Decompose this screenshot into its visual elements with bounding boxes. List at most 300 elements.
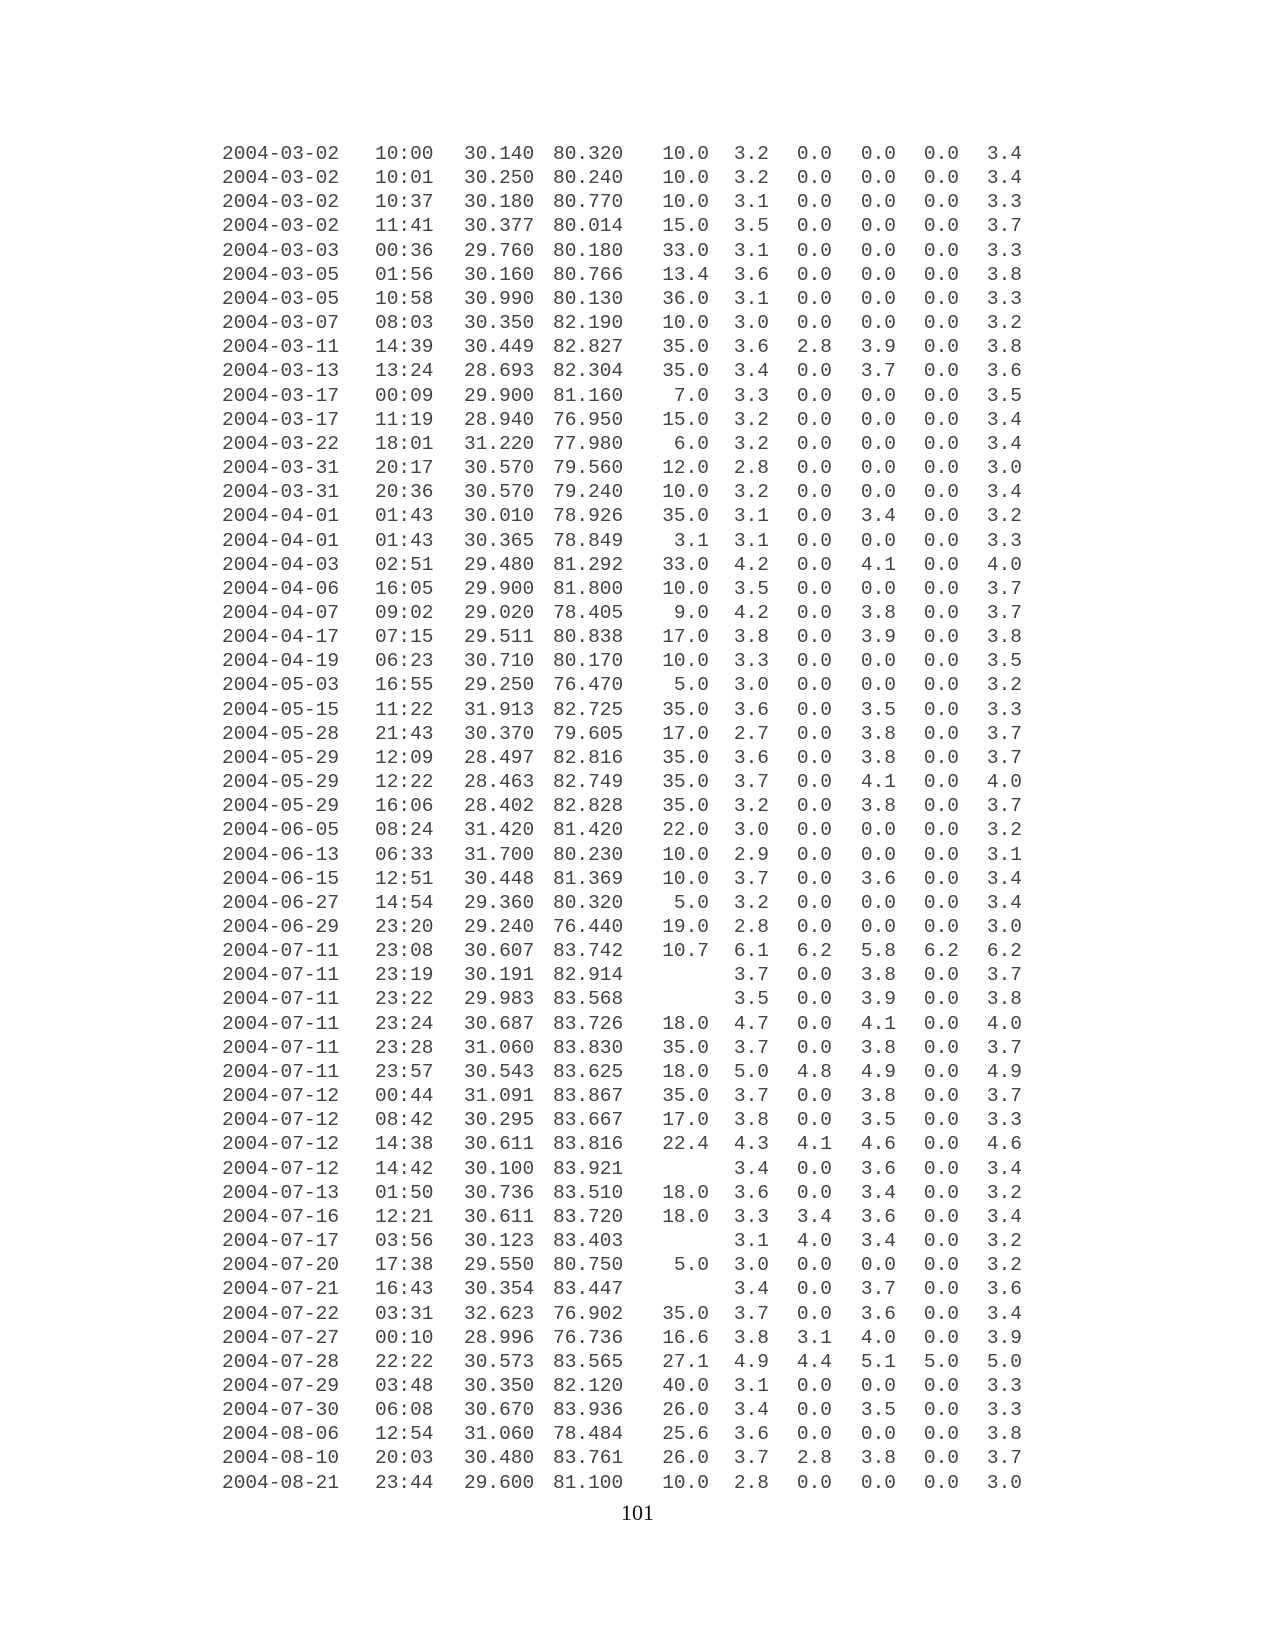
cell-lon: 79.605 xyxy=(553,722,624,745)
cell-depth: 10.0 xyxy=(662,843,709,866)
cell-depth: 35.0 xyxy=(662,698,709,721)
cell-m2: 0.0 xyxy=(796,432,832,455)
cell-m5: 5.0 xyxy=(986,1350,1022,1373)
cell-m5: 3.7 xyxy=(986,1036,1022,1059)
cell-lon: 76.950 xyxy=(553,408,624,431)
cell-lat: 29.240 xyxy=(464,916,535,938)
table-row xyxy=(222,939,1022,963)
cell-m5: 3.8 xyxy=(986,336,1022,359)
cell-date: 2004-03-13 xyxy=(222,360,340,383)
cell-m4: 0.0 xyxy=(923,336,959,359)
cell-m1: 3.0 xyxy=(733,674,769,697)
table-row xyxy=(222,1302,1022,1326)
cell-depth: 3.1 xyxy=(673,529,709,552)
cell-m5: 3.7 xyxy=(986,215,1022,238)
cell-m4: 0.0 xyxy=(923,916,959,938)
cell-lat: 31.060 xyxy=(464,1036,535,1059)
cell-m5: 3.6 xyxy=(986,360,1022,383)
cell-date: 2004-05-29 xyxy=(222,771,340,794)
cell-m5: 3.7 xyxy=(986,1447,1022,1470)
cell-lon: 81.800 xyxy=(553,577,624,600)
cell-lon: 83.816 xyxy=(553,1133,624,1156)
cell-m5: 3.3 xyxy=(986,287,1022,310)
cell-depth: 35.0 xyxy=(662,746,709,769)
table-row xyxy=(222,1084,1022,1108)
cell-m4: 0.0 xyxy=(923,191,959,214)
cell-m5: 6.2 xyxy=(986,940,1022,963)
cell-m2: 2.8 xyxy=(796,1447,832,1470)
cell-depth: 18.0 xyxy=(662,1181,709,1204)
cell-m4: 0.0 xyxy=(923,1278,959,1301)
table-row xyxy=(222,963,1022,987)
cell-m3: 4.6 xyxy=(860,1133,896,1156)
cell-m4: 0.0 xyxy=(923,215,959,238)
cell-time: 00:10 xyxy=(375,1326,434,1349)
cell-depth: 35.0 xyxy=(662,795,709,818)
cell-time: 01:56 xyxy=(375,263,434,286)
cell-m2: 0.0 xyxy=(796,1374,832,1397)
cell-time: 23:28 xyxy=(375,1036,434,1059)
cell-m1: 3.4 xyxy=(733,1278,769,1301)
cell-lon: 83.667 xyxy=(553,1109,624,1132)
table-row xyxy=(222,504,1022,528)
cell-depth xyxy=(639,1157,709,1181)
cell-m3: 0.0 xyxy=(860,650,896,673)
cell-date: 2004-03-02 xyxy=(222,215,340,238)
cell-m1: 3.2 xyxy=(733,167,769,190)
cell-m5: 3.4 xyxy=(986,1157,1022,1180)
cell-lat: 29.480 xyxy=(464,553,535,576)
cell-m4: 0.0 xyxy=(923,674,959,697)
cell-lat: 29.250 xyxy=(464,674,535,697)
cell-lat: 30.543 xyxy=(464,1060,535,1083)
cell-m1: 3.3 xyxy=(733,650,769,673)
cell-m1: 3.4 xyxy=(733,1157,769,1180)
cell-m5: 3.2 xyxy=(986,1181,1022,1204)
cell-lon: 79.560 xyxy=(553,457,624,480)
cell-lat: 30.354 xyxy=(464,1278,535,1301)
cell-m4: 0.0 xyxy=(923,505,959,528)
cell-lon: 82.120 xyxy=(553,1374,624,1397)
cell-m5: 4.0 xyxy=(986,553,1022,576)
cell-lon: 83.625 xyxy=(553,1060,624,1083)
cell-lat: 31.220 xyxy=(464,432,535,455)
cell-m2: 2.8 xyxy=(796,336,832,359)
cell-m5: 3.4 xyxy=(986,143,1022,165)
cell-m1: 4.7 xyxy=(733,1012,769,1035)
cell-m5: 3.3 xyxy=(986,191,1022,214)
cell-m4: 0.0 xyxy=(923,1254,959,1277)
cell-m1: 2.8 xyxy=(733,916,769,938)
cell-m2: 0.0 xyxy=(796,143,832,165)
cell-depth: 10.0 xyxy=(662,167,709,190)
cell-m3: 0.0 xyxy=(860,1254,896,1277)
cell-m1: 3.7 xyxy=(733,1447,769,1470)
cell-depth: 10.0 xyxy=(662,481,709,504)
cell-lat: 30.480 xyxy=(464,1447,535,1470)
cell-depth: 35.0 xyxy=(662,505,709,528)
cell-m1: 3.5 xyxy=(733,988,769,1011)
cell-m3: 4.1 xyxy=(860,771,896,794)
cell-m4: 0.0 xyxy=(923,577,959,600)
cell-m2: 0.0 xyxy=(796,529,832,552)
cell-m1: 3.1 xyxy=(733,505,769,528)
table-row xyxy=(222,1036,1022,1060)
cell-m2: 0.0 xyxy=(796,601,832,624)
cell-depth: 10.0 xyxy=(662,867,709,890)
cell-m4: 5.0 xyxy=(923,1350,959,1373)
cell-date: 2004-04-06 xyxy=(222,577,340,600)
cell-m4: 0.0 xyxy=(923,988,959,1011)
cell-m5: 4.0 xyxy=(986,771,1022,794)
cell-time: 08:24 xyxy=(375,819,434,842)
cell-date: 2004-03-05 xyxy=(222,287,340,310)
cell-m3: 3.4 xyxy=(860,505,896,528)
cell-lat: 30.448 xyxy=(464,867,535,890)
cell-m1: 3.6 xyxy=(733,698,769,721)
cell-lat: 30.191 xyxy=(464,964,535,987)
cell-lon: 77.980 xyxy=(553,432,624,455)
cell-depth xyxy=(639,1229,709,1253)
cell-lat: 30.687 xyxy=(464,1012,535,1035)
table-row xyxy=(222,432,1022,456)
cell-date: 2004-05-03 xyxy=(222,674,340,697)
cell-lon: 82.914 xyxy=(553,964,624,987)
table-row xyxy=(222,190,1022,214)
cell-lon: 81.420 xyxy=(553,819,624,842)
cell-time: 08:42 xyxy=(375,1109,434,1132)
cell-time: 20:03 xyxy=(375,1447,434,1470)
cell-lon: 80.320 xyxy=(553,143,624,165)
cell-depth: 5.0 xyxy=(673,674,709,697)
cell-m5: 3.5 xyxy=(986,384,1022,407)
cell-m3: 3.5 xyxy=(860,1399,896,1422)
cell-lon: 83.921 xyxy=(553,1157,624,1180)
cell-lon: 80.766 xyxy=(553,263,624,286)
cell-depth: 35.0 xyxy=(662,771,709,794)
cell-date: 2004-07-12 xyxy=(222,1133,340,1156)
cell-lon: 83.830 xyxy=(553,1036,624,1059)
cell-m5: 3.6 xyxy=(986,1278,1022,1301)
cell-lon: 82.827 xyxy=(553,336,624,359)
cell-lon: 76.470 xyxy=(553,674,624,697)
cell-date: 2004-07-11 xyxy=(222,1036,340,1059)
cell-m3: 3.9 xyxy=(860,336,896,359)
cell-lat: 29.020 xyxy=(464,601,535,624)
cell-m5: 3.0 xyxy=(986,916,1022,938)
cell-depth: 18.0 xyxy=(662,1060,709,1083)
cell-m4: 0.0 xyxy=(923,1181,959,1204)
cell-m5: 3.4 xyxy=(986,408,1022,431)
cell-date: 2004-03-02 xyxy=(222,191,340,214)
cell-m4: 6.2 xyxy=(923,940,959,963)
cell-lat: 29.550 xyxy=(464,1254,535,1277)
cell-depth: 22.4 xyxy=(662,1133,709,1156)
cell-lat: 30.570 xyxy=(464,481,535,504)
cell-m2: 0.0 xyxy=(796,1109,832,1132)
cell-date: 2004-04-17 xyxy=(222,626,340,649)
table-row xyxy=(222,891,1022,915)
cell-lat: 28.940 xyxy=(464,408,535,431)
cell-depth: 18.0 xyxy=(662,1205,709,1228)
cell-m2: 0.0 xyxy=(796,1012,832,1035)
cell-m4: 0.0 xyxy=(923,167,959,190)
cell-time: 12:51 xyxy=(375,867,434,890)
cell-m5: 3.7 xyxy=(986,746,1022,769)
cell-m3: 0.0 xyxy=(860,191,896,214)
cell-m3: 0.0 xyxy=(860,481,896,504)
cell-m5: 3.1 xyxy=(986,843,1022,866)
cell-m5: 3.2 xyxy=(986,1230,1022,1253)
table-row xyxy=(222,843,1022,867)
cell-m2: 0.0 xyxy=(796,191,832,214)
cell-m3: 3.8 xyxy=(860,1447,896,1470)
cell-date: 2004-03-05 xyxy=(222,263,340,286)
cell-m4: 0.0 xyxy=(923,1157,959,1180)
cell-m2: 0.0 xyxy=(796,674,832,697)
cell-m3: 0.0 xyxy=(860,408,896,431)
cell-m2: 0.0 xyxy=(796,553,832,576)
cell-m1: 3.0 xyxy=(733,819,769,842)
cell-time: 23:57 xyxy=(375,1060,434,1083)
cell-date: 2004-03-17 xyxy=(222,384,340,407)
cell-m2: 0.0 xyxy=(796,1085,832,1108)
table-row xyxy=(222,770,1022,794)
cell-depth: 26.0 xyxy=(662,1447,709,1470)
cell-date: 2004-07-22 xyxy=(222,1302,340,1325)
cell-m1: 3.7 xyxy=(733,771,769,794)
cell-m4: 0.0 xyxy=(923,457,959,480)
cell-m5: 3.4 xyxy=(986,867,1022,890)
cell-lon: 76.736 xyxy=(553,1326,624,1349)
cell-date: 2004-07-11 xyxy=(222,1012,340,1035)
cell-m1: 3.2 xyxy=(733,795,769,818)
cell-date: 2004-07-11 xyxy=(222,988,340,1011)
cell-lat: 30.736 xyxy=(464,1181,535,1204)
cell-m2: 0.0 xyxy=(796,1399,832,1422)
cell-m5: 3.3 xyxy=(986,1374,1022,1397)
cell-m5: 3.4 xyxy=(986,481,1022,504)
cell-m4: 0.0 xyxy=(923,1326,959,1349)
cell-lat: 28.693 xyxy=(464,360,535,383)
cell-time: 01:43 xyxy=(375,505,434,528)
cell-m2: 4.1 xyxy=(796,1133,832,1156)
cell-lat: 29.900 xyxy=(464,384,535,407)
table-row xyxy=(222,287,1022,311)
cell-m2: 0.0 xyxy=(796,746,832,769)
cell-m3: 3.6 xyxy=(860,867,896,890)
cell-m1: 3.3 xyxy=(733,384,769,407)
cell-depth: 9.0 xyxy=(673,601,709,624)
cell-m2: 0.0 xyxy=(796,360,832,383)
cell-m3: 3.6 xyxy=(860,1157,896,1180)
cell-depth: 33.0 xyxy=(662,553,709,576)
cell-date: 2004-06-05 xyxy=(222,819,340,842)
cell-lat: 31.700 xyxy=(464,843,535,866)
table-row xyxy=(222,649,1022,673)
cell-date: 2004-07-13 xyxy=(222,1181,340,1204)
cell-depth: 25.6 xyxy=(662,1423,709,1446)
cell-lat: 30.570 xyxy=(464,457,535,480)
cell-date: 2004-04-07 xyxy=(222,601,340,624)
cell-m5: 3.4 xyxy=(986,167,1022,190)
cell-m4: 0.0 xyxy=(923,1374,959,1397)
cell-m4: 0.0 xyxy=(923,964,959,987)
cell-depth: 13.4 xyxy=(662,263,709,286)
cell-date: 2004-07-28 xyxy=(222,1350,340,1373)
cell-m5: 3.4 xyxy=(986,1205,1022,1228)
cell-m3: 0.0 xyxy=(860,384,896,407)
table-row xyxy=(222,1229,1022,1253)
cell-m2: 0.0 xyxy=(796,1302,832,1325)
cell-date: 2004-07-12 xyxy=(222,1109,340,1132)
cell-m5: 3.2 xyxy=(986,1254,1022,1277)
cell-lat: 29.983 xyxy=(464,988,535,1011)
cell-m5: 3.7 xyxy=(986,795,1022,818)
cell-m4: 0.0 xyxy=(923,771,959,794)
cell-m5: 3.9 xyxy=(986,1326,1022,1349)
table-row xyxy=(222,794,1022,818)
cell-m1: 5.0 xyxy=(733,1060,769,1083)
cell-date: 2004-07-27 xyxy=(222,1326,340,1349)
cell-depth: 16.6 xyxy=(662,1326,709,1349)
cell-m5: 3.3 xyxy=(986,529,1022,552)
cell-depth: 26.0 xyxy=(662,1399,709,1422)
cell-m4: 0.0 xyxy=(923,1012,959,1035)
cell-m3: 0.0 xyxy=(860,916,896,938)
cell-lat: 31.913 xyxy=(464,698,535,721)
cell-m4: 0.0 xyxy=(923,239,959,262)
cell-depth: 27.1 xyxy=(662,1350,709,1373)
cell-m4: 0.0 xyxy=(923,1399,959,1422)
table-row xyxy=(222,698,1022,722)
cell-time: 14:39 xyxy=(375,336,434,359)
cell-time: 00:36 xyxy=(375,239,434,262)
cell-m3: 4.1 xyxy=(860,553,896,576)
cell-m5: 3.2 xyxy=(986,312,1022,335)
cell-time: 01:50 xyxy=(375,1181,434,1204)
cell-time: 23:19 xyxy=(375,964,434,987)
table-row xyxy=(222,553,1022,577)
cell-depth: 18.0 xyxy=(662,1012,709,1035)
cell-m2: 6.2 xyxy=(796,940,832,963)
cell-time: 12:54 xyxy=(375,1423,434,1446)
cell-lon: 83.720 xyxy=(553,1205,624,1228)
table-row xyxy=(222,408,1022,432)
cell-time: 20:36 xyxy=(375,481,434,504)
cell-lat: 30.180 xyxy=(464,191,535,214)
cell-depth: 33.0 xyxy=(662,239,709,262)
cell-lat: 30.670 xyxy=(464,1399,535,1422)
cell-lon: 83.565 xyxy=(553,1350,624,1373)
cell-m2: 0.0 xyxy=(796,988,832,1011)
cell-m1: 3.4 xyxy=(733,360,769,383)
cell-lat: 30.990 xyxy=(464,287,535,310)
table-row xyxy=(222,384,1022,408)
cell-m2: 4.4 xyxy=(796,1350,832,1373)
cell-lat: 30.010 xyxy=(464,505,535,528)
cell-date: 2004-03-31 xyxy=(222,481,340,504)
cell-time: 16:55 xyxy=(375,674,434,697)
cell-depth: 15.0 xyxy=(662,408,709,431)
cell-lon: 83.447 xyxy=(553,1278,624,1301)
cell-date: 2004-06-27 xyxy=(222,891,340,914)
cell-m1: 4.2 xyxy=(733,601,769,624)
cell-date: 2004-05-29 xyxy=(222,795,340,818)
cell-m5: 3.7 xyxy=(986,601,1022,624)
cell-m5: 3.2 xyxy=(986,505,1022,528)
cell-m1: 4.9 xyxy=(733,1350,769,1373)
table-row xyxy=(222,263,1022,287)
cell-depth: 36.0 xyxy=(662,287,709,310)
cell-depth: 10.0 xyxy=(662,191,709,214)
cell-m3: 3.6 xyxy=(860,1302,896,1325)
cell-depth: 15.0 xyxy=(662,215,709,238)
cell-lat: 30.611 xyxy=(464,1205,535,1228)
cell-m1: 3.1 xyxy=(733,239,769,262)
cell-lon: 82.828 xyxy=(553,795,624,818)
cell-m4: 0.0 xyxy=(923,1109,959,1132)
cell-time: 20:17 xyxy=(375,457,434,480)
cell-m2: 4.8 xyxy=(796,1060,832,1083)
cell-time: 03:48 xyxy=(375,1374,434,1397)
table-row xyxy=(222,480,1022,504)
cell-lon: 80.770 xyxy=(553,191,624,214)
cell-m1: 3.7 xyxy=(733,1085,769,1108)
cell-m1: 3.2 xyxy=(733,891,769,914)
table-row xyxy=(222,577,1022,601)
cell-lon: 81.369 xyxy=(553,867,624,890)
cell-lon: 80.180 xyxy=(553,239,624,262)
cell-date: 2004-07-12 xyxy=(222,1157,340,1180)
cell-time: 17:38 xyxy=(375,1254,434,1277)
cell-m3: 0.0 xyxy=(860,891,896,914)
cell-date: 2004-08-10 xyxy=(222,1447,340,1470)
cell-m2: 0.0 xyxy=(796,1157,832,1180)
cell-date: 2004-03-03 xyxy=(222,239,340,262)
cell-time: 08:03 xyxy=(375,312,434,335)
cell-date: 2004-08-21 xyxy=(222,1471,340,1494)
table-row xyxy=(222,239,1022,263)
cell-m5: 3.7 xyxy=(986,1085,1022,1108)
cell-time: 23:20 xyxy=(375,916,434,938)
cell-m4: 0.0 xyxy=(923,312,959,335)
cell-depth xyxy=(639,963,709,987)
cell-time: 18:01 xyxy=(375,432,434,455)
cell-date: 2004-03-17 xyxy=(222,408,340,431)
cell-date: 2004-03-02 xyxy=(222,143,340,165)
cell-m4: 0.0 xyxy=(923,722,959,745)
cell-m5: 3.7 xyxy=(986,577,1022,600)
cell-m5: 3.0 xyxy=(986,457,1022,480)
cell-m2: 3.1 xyxy=(796,1326,832,1349)
cell-m1: 3.7 xyxy=(733,964,769,987)
cell-lat: 28.463 xyxy=(464,771,535,794)
cell-m3: 3.8 xyxy=(860,1085,896,1108)
table-row xyxy=(222,1446,1022,1470)
cell-m4: 0.0 xyxy=(923,408,959,431)
cell-m1: 3.5 xyxy=(733,577,769,600)
cell-m3: 0.0 xyxy=(860,529,896,552)
cell-m2: 0.0 xyxy=(796,1036,832,1059)
cell-m2: 0.0 xyxy=(796,408,832,431)
cell-m1: 3.8 xyxy=(733,626,769,649)
cell-depth: 10.0 xyxy=(662,143,709,165)
table-row xyxy=(222,1374,1022,1398)
cell-m4: 0.0 xyxy=(923,795,959,818)
table-row xyxy=(222,1350,1022,1374)
cell-lon: 80.838 xyxy=(553,626,624,649)
